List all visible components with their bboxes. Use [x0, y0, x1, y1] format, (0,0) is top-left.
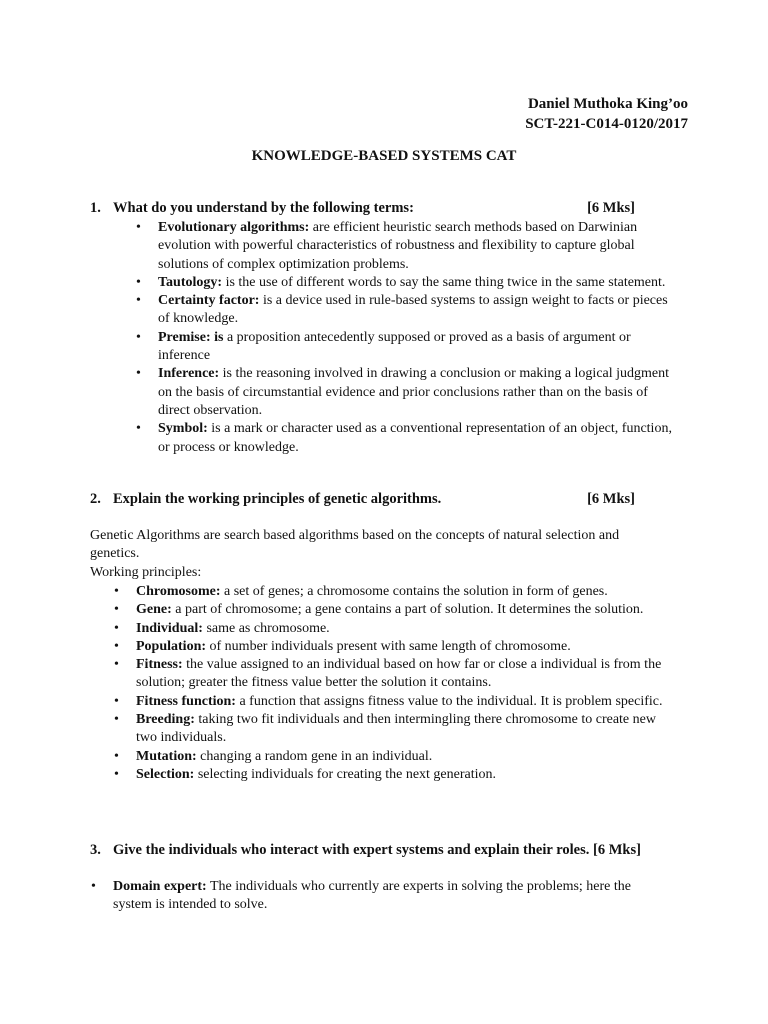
- registration-number: SCT-221-C014-0120/2017: [525, 116, 688, 132]
- question-1: [90, 200, 670, 217]
- term-label: Mutation:: [136, 748, 197, 764]
- bullet-icon: •: [114, 584, 119, 599]
- bullet-icon: •: [136, 421, 141, 437]
- bullet-icon: •: [114, 638, 119, 654]
- bullet-icon: •: [136, 329, 141, 345]
- term-label: Certainty factor:: [158, 293, 260, 309]
- term-label: Gene:: [136, 602, 172, 618]
- q1-term-list: [136, 219, 678, 457]
- question-number: 3.: [90, 842, 101, 858]
- document-title: KNOWLEDGE-BASED SYSTEMS CAT: [251, 148, 517, 164]
- question-text: What do you understand by the following terms:: [113, 200, 414, 216]
- term-definition: of number individuals present with same length of chromosome.: [206, 638, 571, 654]
- list-item: [114, 766, 666, 784]
- bullet-icon: •: [136, 274, 141, 290]
- q2-subheading: Working principles:: [90, 565, 202, 580]
- term-definition: a part of chromosome; a gene contains a part of solution. It determines the solution.: [171, 602, 644, 618]
- term-label: Selection:: [136, 766, 195, 782]
- q3-role-list: [91, 878, 673, 915]
- bullet-icon: •: [114, 657, 119, 673]
- q2-principle-list: [114, 583, 666, 784]
- term-definition: The individuals who currently are experts in solving the problems; here the system is intended to solve.: [113, 879, 632, 913]
- question-text: Explain the working principles of genetic algorithms.: [113, 491, 442, 507]
- question-number: 1.: [90, 200, 101, 216]
- question-marks: [6 Mks]: [587, 491, 635, 507]
- term-label: Breeding:: [136, 712, 195, 728]
- list-item: [136, 329, 678, 366]
- list-item: [114, 711, 666, 748]
- term-definition: are efficient heuristic search methods based on Darwinian evolution with powerful characteristics of robustness and flexibility to capture global solutions of complex optimization problems.: [158, 220, 638, 272]
- question-2: [90, 491, 670, 508]
- bullet-icon: •: [114, 602, 119, 618]
- list-item: [91, 878, 673, 915]
- q2-intro: Genetic Algorithms are search based algorithms based on the concepts of natural selection and genetics.: [90, 528, 620, 562]
- term-label: Tautology:: [158, 274, 223, 290]
- term-definition: is a mark or character used as a conventional representation of an object, function, or process or knowledge.: [158, 421, 672, 455]
- term-definition: is a device used in rule-based systems to assign weight to facts or pieces of knowledge.: [158, 293, 668, 327]
- author-name: Daniel Muthoka King’oo: [527, 96, 688, 112]
- term-definition: a set of genes; a chromosome contains the solution in form of genes.: [220, 584, 608, 599]
- term-label: Domain expert:: [113, 879, 207, 894]
- bullet-icon: •: [114, 748, 119, 764]
- term-definition: a function that assigns fitness value to the individual. It is problem specific.: [235, 693, 663, 709]
- list-item: [114, 656, 666, 693]
- author-block: [525, 94, 688, 134]
- list-item: [136, 292, 678, 329]
- list-item: [114, 638, 666, 656]
- term-definition: the value assigned to an individual based on how far or close a individual is from the solution; greater the fitness value better the solution it contains.: [136, 657, 662, 691]
- question-number: 2.: [90, 491, 101, 507]
- list-item: [136, 420, 678, 457]
- bullet-icon: •: [136, 220, 141, 235]
- term-label: Symbol:: [158, 421, 208, 437]
- list-item: [114, 693, 666, 711]
- question-marks: [6 Mks]: [592, 842, 641, 858]
- term-definition: is the use of different words to say the same thing twice in the same statement.: [222, 274, 666, 290]
- list-item: [136, 365, 678, 420]
- bullet-icon: •: [114, 693, 119, 709]
- list-item: [114, 748, 666, 766]
- list-item: [136, 219, 678, 274]
- bullet-icon: •: [136, 293, 141, 309]
- term-definition: taking two fit individuals and then intermingling there chromosome to create new two individuals.: [136, 712, 656, 746]
- list-item: [114, 601, 666, 619]
- list-item: [136, 274, 678, 292]
- term-label: Chromosome:: [136, 584, 221, 599]
- term-label: Evolutionary algorithms:: [158, 220, 310, 235]
- list-item: [114, 620, 666, 638]
- term-label: Individual:: [136, 620, 203, 636]
- term-definition: changing a random gene in an individual.: [196, 748, 433, 764]
- list-item: [114, 583, 666, 601]
- term-label: Premise: is: [158, 329, 224, 345]
- bullet-icon: •: [136, 366, 141, 382]
- term-definition: same as chromosome.: [202, 620, 330, 636]
- term-definition: is the reasoning involved in drawing a conclusion or making a logical judgment on the basis of circumstantial evidence and prior conclusions rather than on the basis of direct observation.: [158, 366, 670, 418]
- term-definition: a proposition antecedently supposed or proved as a basis of argument or inference: [158, 329, 631, 364]
- bullet-icon: •: [114, 712, 119, 728]
- question-marks: [6 Mks]: [587, 200, 635, 216]
- term-definition: selecting individuals for creating the next generation.: [194, 766, 497, 782]
- term-label: Fitness:: [136, 657, 183, 673]
- bullet-icon: •: [114, 620, 119, 636]
- question-3: [90, 842, 690, 859]
- term-label: Population:: [136, 638, 207, 654]
- term-label: Inference:: [158, 366, 220, 382]
- bullet-icon: •: [91, 879, 96, 894]
- term-label: Fitness function:: [136, 693, 236, 709]
- bullet-icon: •: [114, 766, 119, 782]
- question-text: Give the individuals who interact with expert systems and explain their roles.: [113, 842, 590, 858]
